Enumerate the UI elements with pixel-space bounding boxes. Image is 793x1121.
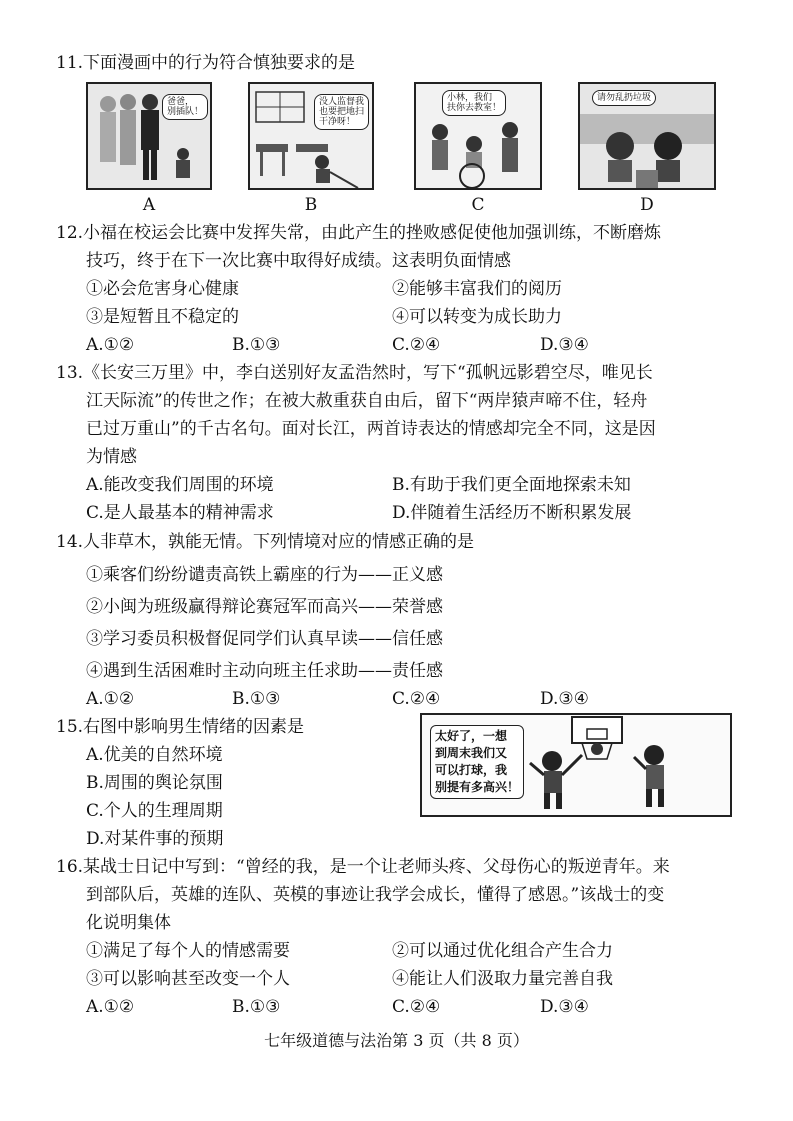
- q13-stem-line3: 已过万重山”的千古名句。面对长江，两首诗表达的情感却完全不同，这是因: [86, 419, 656, 439]
- q16-option-b: B.①③: [232, 997, 281, 1017]
- q13-option-d: D.伴随着生活经历不断积累发展: [392, 503, 632, 523]
- q16-item-2: ②可以通过优化组合产生合力: [392, 941, 613, 961]
- q14-stem: 14.人非草木，孰能无情。下列情境对应的情感正确的是: [56, 532, 475, 552]
- q16-stem-line2: 到部队后，英雄的连队、英模的事迹让我学会成长，懂得了感恩。”该战士的变: [86, 885, 665, 905]
- comic-b-label: B: [304, 195, 318, 215]
- q12-item-2: ②能够丰富我们的阅历: [392, 279, 562, 299]
- q13-option-c: C.是人最基本的精神需求: [86, 503, 274, 523]
- q15-option-c: C.个人的生理周期: [86, 801, 223, 821]
- q12-option-b: B.①③: [232, 335, 281, 355]
- q16-option-d: D.③④: [540, 997, 589, 1017]
- page-footer: 七年级道德与法治第 3 页（共 8 页）: [264, 1031, 529, 1050]
- comic-a-speech-bubble: 爸爸， 别插队！: [162, 94, 208, 120]
- q12-option-d: D.③④: [540, 335, 589, 355]
- q15-speech-bubble: 太好了，一想 到周末我们又 可以打球，我 别提有多高兴！: [430, 725, 524, 799]
- q16-item-1: ①满足了每个人的情感需要: [86, 941, 290, 961]
- q12-option-c: C.②④: [392, 335, 441, 355]
- q12-item-3: ③是短暂且不稳定的: [86, 307, 239, 327]
- q13-stem-line2: 江天际流”的传世之作；在被大赦重获自由后，留下“两岸猿声啼不住，轻舟: [86, 391, 648, 411]
- q16-option-c: C.②④: [392, 997, 441, 1017]
- q12-stem-line2: 技巧，终于在下一次比赛中取得好成绩。这表明负面情感: [86, 251, 511, 271]
- q14-option-d: D.③④: [540, 689, 589, 709]
- q14-option-b: B.①③: [232, 689, 281, 709]
- comic-panel-c: [414, 82, 542, 190]
- q12-stem-line1: 12.小福在校运会比赛中发挥失常，由此产生的挫败感促使他加强训练，不断磨炼: [56, 223, 662, 243]
- comic-panel-d: [578, 82, 716, 190]
- q13-stem-line1: 13.《长安三万里》中，李白送别好友孟浩然时，写下“孤帆远影碧空尽，唯见长: [56, 363, 653, 383]
- q14-item-1: ①乘客们纷纷谴责高铁上霸座的行为——正义感: [86, 565, 443, 585]
- q14-item-3: ③学习委员积极督促同学们认真早读——信任感: [86, 629, 443, 649]
- comic-b-speech-bubble: 没人监督我 也要把地扫 干净呀！: [314, 94, 369, 130]
- q16-option-a: A.①②: [86, 997, 135, 1017]
- q15-option-a: A.优美的自然环境: [86, 745, 223, 765]
- comic-d-label: D: [640, 195, 654, 215]
- comic-panel-b: [248, 82, 374, 190]
- q16-stem-line3: 化说明集体: [86, 913, 171, 933]
- q15-stem: 15.右图中影响男生情绪的因素是: [56, 717, 305, 737]
- q16-item-4: ④能让人们汲取力量完善自我: [392, 969, 613, 989]
- q15-option-d: D.对某件事的预期: [86, 829, 224, 849]
- q14-option-c: C.②④: [392, 689, 441, 709]
- q16-item-3: ③可以影响甚至改变一个人: [86, 969, 290, 989]
- q11-stem: 11.下面漫画中的行为符合慎独要求的是: [56, 53, 356, 73]
- comic-a-label: A: [142, 195, 156, 215]
- q14-item-4: ④遇到生活困难时主动向班主任求助——责任感: [86, 661, 443, 681]
- q15-basketball-illustration: [420, 713, 732, 817]
- comic-d-sign: 请勿乱扔垃圾: [592, 90, 656, 106]
- comic-panel-a: [86, 82, 212, 190]
- q15-option-b: B.周围的舆论氛围: [86, 773, 223, 793]
- q12-option-a: A.①②: [86, 335, 135, 355]
- q12-item-1: ①必会危害身心健康: [86, 279, 239, 299]
- q16-stem-line1: 16.某战士日记中写到：“曾经的我，是一个让老师头疼、父母伤心的叛逆青年。来: [56, 857, 670, 877]
- q13-option-a: A.能改变我们周围的环境: [86, 475, 274, 495]
- q14-item-2: ②小闽为班级赢得辩论赛冠军而高兴——荣誉感: [86, 597, 443, 617]
- comic-c-label: C: [471, 195, 485, 215]
- q14-option-a: A.①②: [86, 689, 135, 709]
- comic-c-speech-bubble: 小林，我们 扶你去教室！: [442, 90, 506, 116]
- q13-stem-line4: 为情感: [86, 447, 137, 467]
- q12-item-4: ④可以转变为成长助力: [392, 307, 562, 327]
- q13-option-b: B.有助于我们更全面地探索未知: [392, 475, 631, 495]
